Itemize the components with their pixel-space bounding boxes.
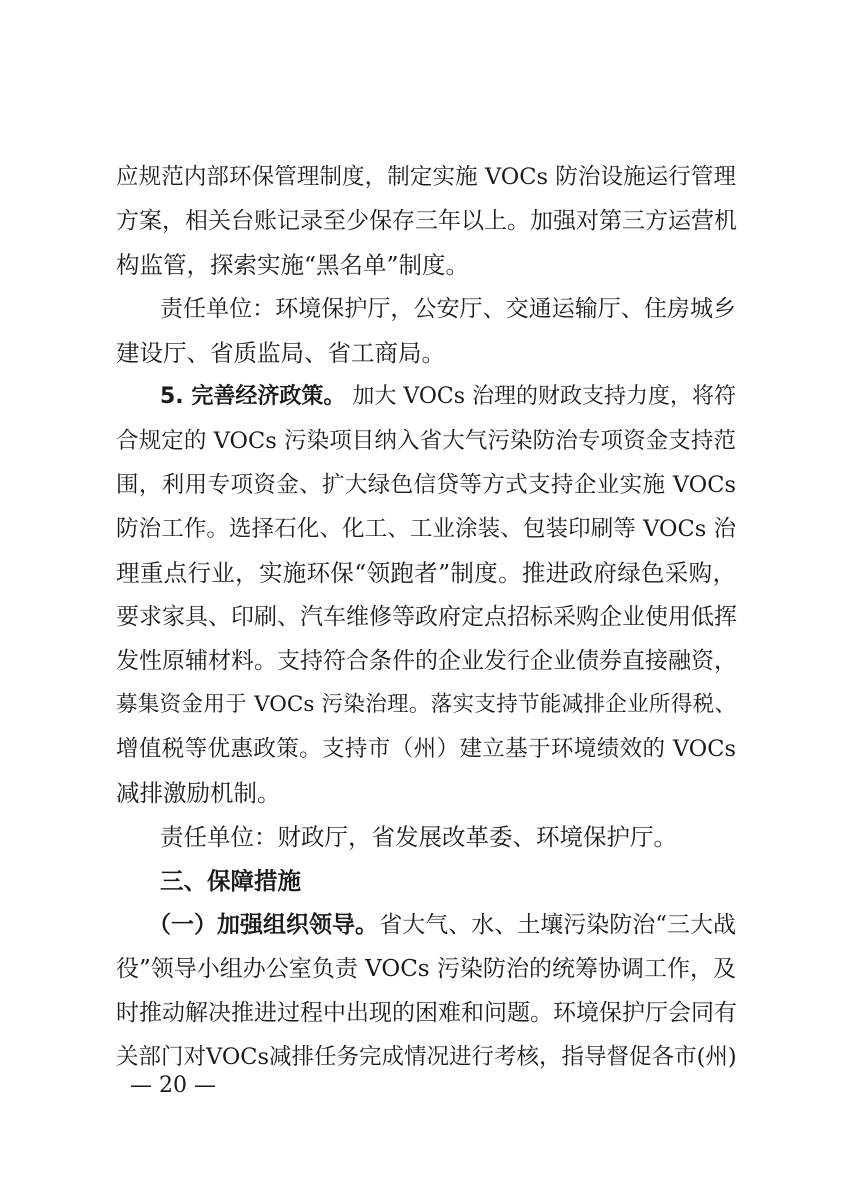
body-text-line: 防治工作。选择石化、化工、工业涂装、包装印刷等 VOCs 治: [116, 516, 736, 542]
section-lead-line: [160, 382, 736, 412]
body-text-line: 应规范内部环保管理制度，制定实施 VOCs 防治设施运行管理: [116, 164, 736, 190]
body-text-line: 理重点行业，实施环保“领跑者”制度。推进政府绿色采购，: [116, 559, 736, 587]
body-text-line: 方案，相关台账记录至少保存三年以上。加强对第三方运营机: [116, 208, 737, 234]
body-text-line: 要求家具、印刷、汽车维修等政府定点招标采购企业使用低挥: [116, 604, 737, 630]
responsibility-text-line: 责任单位：环境保护厅，公安厅、交通运输厅、住房城乡: [160, 296, 736, 322]
body-text-line: 募集资金用于 VOCs 污染治理。落实支持节能减排企业所得税、: [116, 692, 736, 717]
section-heading: 三、保障措施: [160, 867, 301, 895]
body-text-line: 合规定的 VOCs 污染项目纳入省大气污染防治专项资金支持范: [116, 428, 736, 454]
subsection-title-organization: （一）加强组织领导。: [148, 912, 378, 938]
responsibility-text-line: 建设厅、省质监局、省工商局。: [116, 339, 445, 367]
body-text-line: 减排激励机制。: [116, 779, 281, 807]
section-lead-line: [148, 910, 736, 940]
body-text: 省大气、水、土壤污染防治“三大战: [379, 912, 736, 938]
body-text-line: 围，利用专项资金、扩大绿色信贷等方式支持企业实施 VOCs: [116, 472, 736, 498]
body-text-line: 构监管，探索实施“黑名单”制度。: [116, 251, 470, 279]
body-text-line: 发性原辅材料。支持符合条件的企业发行企业债券直接融资，: [116, 648, 737, 674]
section-title-economic-policy: 5. 完善经济政策。: [160, 384, 346, 409]
body-text-line: 时推动解决推进过程中出现的困难和问题。环境保护厅会同有: [116, 1000, 737, 1026]
page-number: — 20 —: [130, 1073, 216, 1098]
body-text: 加大 VOCs 治理的财政支持力度，将符: [352, 384, 736, 409]
responsibility-text-line: 责任单位：财政厅，省发展改革委、环境保护厅。: [160, 823, 677, 851]
body-text-line: 增值税等优惠政策。支持市（州）建立基于环境绩效的 VOCs: [116, 736, 736, 762]
body-text-line: 关部门对VOCs减排任务完成情况进行考核，指导督促各市(州): [116, 1044, 737, 1070]
body-text-line: 役”领导小组办公室负责 VOCs 污染防治的统筹协调工作，及: [116, 956, 736, 982]
